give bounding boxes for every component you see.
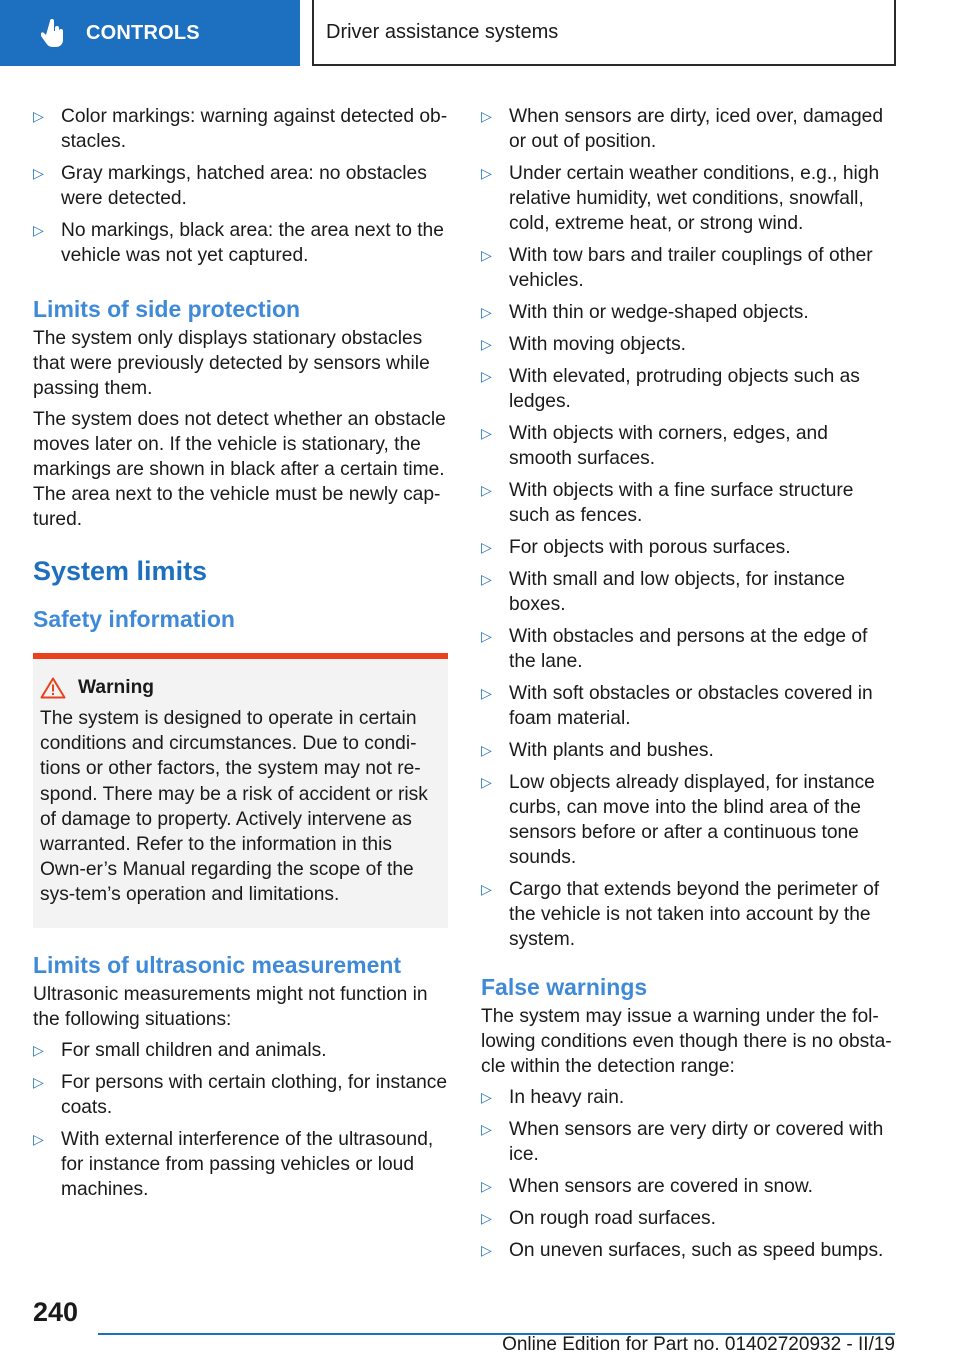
section-title-box (312, 0, 896, 66)
triangle-right-icon: ▷ (33, 165, 44, 181)
triangle-right-icon: ▷ (481, 1242, 492, 1258)
triangle-right-icon: ▷ (481, 628, 492, 644)
list-item: ▷ On rough road surfaces. (481, 1208, 716, 1229)
list-item: ▷ With plants and bushes. (481, 740, 714, 761)
list-item: ▷ With soft obstacles or obstacles covered in foam material. (481, 683, 873, 729)
list-item: ▷ For small children and animals. (33, 1039, 327, 1061)
paragraph: The system does not detect whether an obstacle moves later on. If the vehicle is stationary, the markings are shown in black after a certain time. The area next to the vehicle must be newly cap‐tured. (33, 409, 446, 530)
left-column (33, 104, 448, 1209)
section-title: Driver assistance systems (326, 20, 559, 43)
triangle-right-icon: ▷ (481, 336, 492, 352)
list-item: ▷ With objects with corners, edges, and smooth surfaces. (481, 423, 828, 469)
triangle-right-icon: ▷ (481, 108, 492, 124)
triangle-right-icon: ▷ (481, 304, 492, 320)
triangle-right-icon: ▷ (481, 881, 492, 897)
triangle-right-icon: ▷ (481, 425, 492, 441)
side-protection-heading: Limits of side protection (33, 296, 301, 322)
triangle-right-icon: ▷ (33, 1073, 44, 1090)
paragraph: The system may issue a warning under the fol‐lowing conditions even though there is no obsta‐cle within the detection range: (481, 1006, 892, 1077)
list-item: ▷ When sensors are covered in snow. (481, 1176, 813, 1197)
list-item: ▷ With external interference of the ultrasound, for instance from passing vehicles or loud machines. (33, 1128, 434, 1200)
ultrasonic-list (33, 1038, 448, 1202)
safety-information-heading: Safety information (33, 606, 235, 632)
triangle-right-icon: ▷ (481, 482, 492, 498)
list-item: ▷ With thin or wedge-shaped objects. (481, 302, 809, 323)
list-item: ▷ With objects with a fine surface structure such as fences. (481, 480, 854, 526)
hand-pointer-icon (40, 19, 68, 47)
warning-box (33, 653, 448, 928)
list-item: ▷ With moving objects. (481, 334, 687, 355)
list-item: ▷ On uneven surfaces, such as speed bumps. (481, 1240, 884, 1261)
list-item: ▷ Low objects already displayed, for instance curbs, can move into the blind area of the sensors before or after a continuous tone sounds. (481, 772, 875, 868)
right-column (481, 104, 893, 1270)
list-item: ▷ In heavy rain. (481, 1087, 625, 1108)
triangle-right-icon: ▷ (481, 742, 492, 758)
warning-triangle-icon (40, 677, 66, 699)
triangle-right-icon: ▷ (481, 685, 492, 701)
warning-text: The system is designed to operate in certain conditions and circumstances. Due to condi‐tions or other factors, the system may not re‐spond. There may be a risk of accident or risk of damage to property. Actively intervene as warranted. Refer to the information in this Own‐er’s Manual regarding the scope of the sys‐tem’s operation and limitations. (40, 708, 428, 906)
warning-header (40, 675, 440, 700)
paragraph: The system only displays stationary obstacles that were previously detected by sensors while passing them. (33, 328, 430, 399)
triangle-right-icon: ▷ (481, 774, 492, 790)
list-item: ▷ Color markings: warning against detected ob‐stacles. (33, 106, 448, 152)
list-item: ▷ For persons with certain clothing, for instance coats. (33, 1071, 448, 1118)
triangle-right-icon: ▷ (33, 108, 44, 124)
triangle-right-icon: ▷ (481, 247, 492, 263)
paragraph: Ultrasonic measurements might not function in the following situations: (33, 983, 428, 1030)
list-item: ▷ When sensors are dirty, iced over, damaged or out of position. (481, 106, 883, 152)
triangle-right-icon: ▷ (481, 165, 492, 181)
triangle-right-icon: ▷ (481, 539, 492, 555)
list-item: ▷ No markings, black area: the area next to the vehicle was not yet captured. (33, 220, 444, 266)
tab-controls-label: CONTROLS (86, 21, 200, 44)
edition-footer: Online Edition for Part no. 01402720932 - II/19 (502, 1334, 895, 1355)
list-item: ▷ Under certain weather conditions, e.g., high relative humidity, wet conditions, snowfall, cold, extreme heat, or strong wind. (481, 163, 880, 234)
list-item: ▷ Gray markings, hatched area: no obstacles were detected. (33, 163, 427, 209)
triangle-right-icon: ▷ (33, 1130, 44, 1147)
list-item: ▷ With tow bars and trailer couplings of other vehicles. (481, 245, 873, 291)
triangle-right-icon: ▷ (481, 1178, 492, 1194)
ultrasonic-limits-heading: Limits of ultrasonic measurement (33, 951, 402, 978)
list-item: ▷ Cargo that extends beyond the perimeter of the vehicle is not taken into account by the system. (481, 879, 880, 950)
list-item: ▷ With elevated, protruding objects such as ledges. (481, 366, 860, 412)
system-limits-heading: System limits (33, 556, 208, 586)
list-item: ▷ With small and low objects, for instance boxes. (481, 569, 845, 615)
page-number: 240 (33, 1297, 79, 1327)
triangle-right-icon: ▷ (33, 222, 44, 238)
triangle-right-icon: ▷ (481, 1121, 492, 1137)
list-item: ▷ When sensors are very dirty or covered with ice. (481, 1119, 884, 1165)
triangle-right-icon: ▷ (481, 1089, 492, 1105)
false-warnings-list (481, 1085, 893, 1263)
marking-list (33, 104, 448, 268)
list-item: ▷ For objects with porous surfaces. (481, 537, 791, 558)
ultrasonic-situations-list (481, 104, 893, 952)
false-warnings-heading: False warnings (481, 974, 648, 1000)
triangle-right-icon: ▷ (481, 368, 492, 384)
triangle-right-icon: ▷ (33, 1041, 44, 1058)
warning-title: Warning (78, 677, 155, 698)
tab-controls[interactable] (0, 0, 300, 66)
triangle-right-icon: ▷ (481, 1210, 492, 1226)
triangle-right-icon: ▷ (481, 571, 492, 587)
list-item: ▷ With obstacles and persons at the edge of the lane. (481, 626, 868, 672)
page-header (0, 0, 960, 66)
